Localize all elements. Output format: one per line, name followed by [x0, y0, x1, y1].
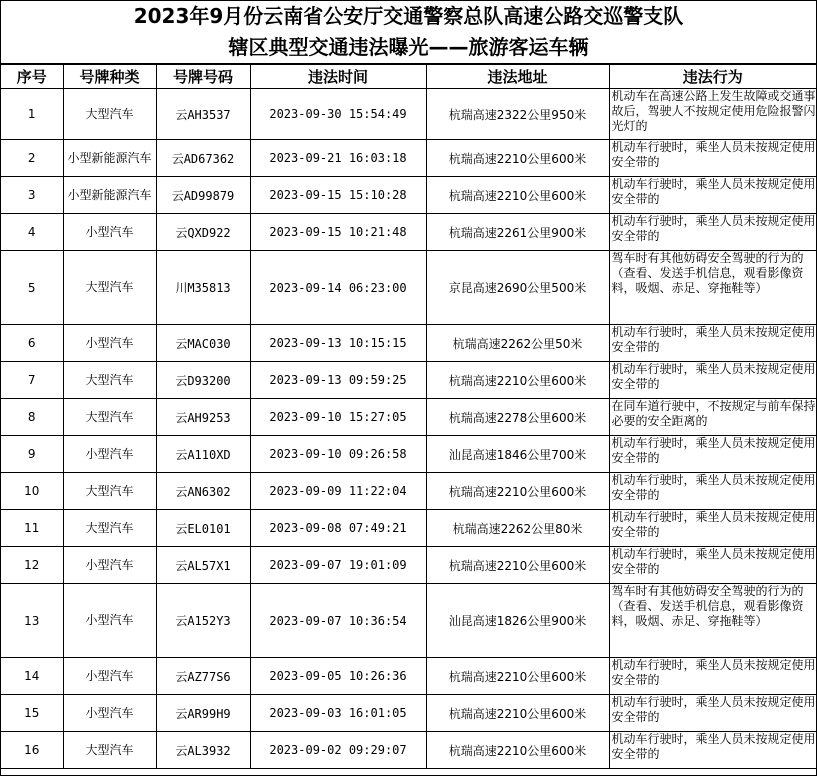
table-row	[1, 89, 816, 140]
cell-location: 杭瑞高速2210公里600米	[426, 658, 609, 695]
cell-time: 2023-09-10 09:26:58	[250, 436, 426, 473]
cell-behavior: 机动车行驶时，乘坐人员未按规定使用安全带的	[609, 658, 816, 695]
cell-index: 9	[1, 436, 63, 473]
cell-plate-type: 大型汽车	[63, 510, 156, 547]
cell-index: 10	[1, 473, 63, 510]
table-row	[1, 658, 816, 695]
cell-plate-number: 川M35813	[156, 251, 250, 325]
table-row	[1, 214, 816, 251]
cell-behavior: 机动车行驶时，乘坐人员未按规定使用安全带的	[609, 695, 816, 732]
cell-behavior: 机动车行驶时，乘坐人员未按规定使用安全带的	[609, 140, 816, 177]
table-header-row	[1, 65, 816, 89]
cell-plate-number: 云A152Y3	[156, 584, 250, 658]
cell-location: 杭瑞高速2210公里600米	[426, 140, 609, 177]
title-line-1: 2023年9月份云南省公安厅交通警察总队高速公路交巡警支队	[133, 4, 684, 28]
cell-index: 13	[1, 584, 63, 658]
cell-index: 15	[1, 695, 63, 732]
cell-plate-number: 云AL57X1	[156, 547, 250, 584]
cell-plate-type: 小型汽车	[63, 214, 156, 251]
cell-plate-number: 云AH3537	[156, 89, 250, 140]
cell-index: 12	[1, 547, 63, 584]
page-title	[1, 1, 816, 64]
cell-location: 杭瑞高速2322公里950米	[426, 89, 609, 140]
cell-plate-number: 云D93200	[156, 362, 250, 399]
cell-plate-number: 云AN6302	[156, 473, 250, 510]
header-index: 序号	[1, 65, 63, 89]
cell-behavior: 机动车行驶时，乘坐人员未按规定使用安全带的	[609, 436, 816, 473]
cell-location: 杭瑞高速2210公里600米	[426, 473, 609, 510]
cell-location: 汕昆高速1826公里900米	[426, 584, 609, 658]
table-row	[1, 399, 816, 436]
cell-index: 16	[1, 732, 63, 769]
table-row	[1, 510, 816, 547]
cell-behavior: 机动车行驶时，乘坐人员未按规定使用安全带的	[609, 547, 816, 584]
table-row	[1, 473, 816, 510]
cell-time: 2023-09-30 15:54:49	[250, 89, 426, 140]
cell-behavior: 机动车行驶时，乘坐人员未按规定使用安全带的	[609, 214, 816, 251]
cell-plate-number: 云AH9253	[156, 399, 250, 436]
table-row	[1, 732, 816, 769]
cell-index: 8	[1, 399, 63, 436]
cell-plate-type: 大型汽车	[63, 473, 156, 510]
cell-plate-number: 云AZ77S6	[156, 658, 250, 695]
cell-index: 14	[1, 658, 63, 695]
table-row	[1, 695, 816, 732]
cell-plate-type: 小型汽车	[63, 325, 156, 362]
cell-index: 7	[1, 362, 63, 399]
cell-plate-number: 云AR99H9	[156, 695, 250, 732]
cell-time: 2023-09-15 15:10:28	[250, 177, 426, 214]
cell-behavior: 机动车行驶时，乘坐人员未按规定使用安全带的	[609, 473, 816, 510]
cell-plate-type: 小型汽车	[63, 436, 156, 473]
cell-plate-number: 云MAC030	[156, 325, 250, 362]
cell-time: 2023-09-03 16:01:05	[250, 695, 426, 732]
cell-behavior: 驾车时有其他妨碍安全驾驶的行为的（查看、发送手机信息，观看影像资料，吸烟、赤足、穿拖鞋等）	[609, 584, 816, 658]
header-plate-number: 号牌号码	[156, 65, 250, 89]
cell-index: 5	[1, 251, 63, 325]
cell-plate-number: 云EL0101	[156, 510, 250, 547]
cell-plate-type: 大型汽车	[63, 89, 156, 140]
cell-time: 2023-09-13 09:59:25	[250, 362, 426, 399]
cell-plate-type: 小型汽车	[63, 658, 156, 695]
cell-behavior: 机动车行驶时，乘坐人员未按规定使用安全带的	[609, 325, 816, 362]
cell-time: 2023-09-07 10:36:54	[250, 584, 426, 658]
cell-behavior: 机动车在高速公路上发生故障或交通事故后，驾驶人不按规定使用危险报警闪光灯的	[609, 89, 816, 140]
cell-time: 2023-09-14 06:23:00	[250, 251, 426, 325]
cell-plate-type: 小型汽车	[63, 547, 156, 584]
cell-location: 杭瑞高速2262公里50米	[426, 325, 609, 362]
cell-plate-type: 小型汽车	[63, 584, 156, 658]
violation-table	[1, 64, 816, 769]
cell-location: 杭瑞高速2262公里80米	[426, 510, 609, 547]
cell-plate-number: 云A110XD	[156, 436, 250, 473]
table-row	[1, 177, 816, 214]
cell-location: 杭瑞高速2210公里600米	[426, 362, 609, 399]
cell-location: 杭瑞高速2210公里600米	[426, 547, 609, 584]
cell-index: 2	[1, 140, 63, 177]
cell-index: 3	[1, 177, 63, 214]
table-row	[1, 140, 816, 177]
cell-plate-type: 大型汽车	[63, 732, 156, 769]
cell-behavior: 在同车道行驶中，不按规定与前车保持必要的安全距离的	[609, 399, 816, 436]
cell-index: 11	[1, 510, 63, 547]
cell-time: 2023-09-21 16:03:18	[250, 140, 426, 177]
cell-behavior: 机动车行驶时，乘坐人员未按规定使用安全带的	[609, 732, 816, 769]
cell-plate-type: 小型汽车	[63, 695, 156, 732]
cell-time: 2023-09-15 10:21:48	[250, 214, 426, 251]
cell-index: 6	[1, 325, 63, 362]
header-location: 违法地址	[426, 65, 609, 89]
table-row	[1, 362, 816, 399]
table-row	[1, 325, 816, 362]
cell-plate-number: 云AD67362	[156, 140, 250, 177]
cell-behavior: 机动车行驶时，乘坐人员未按规定使用安全带的	[609, 362, 816, 399]
cell-plate-number: 云QXD922	[156, 214, 250, 251]
header-behavior: 违法行为	[609, 65, 816, 89]
cell-location: 京昆高速2690公里500米	[426, 251, 609, 325]
cell-time: 2023-09-07 19:01:09	[250, 547, 426, 584]
cell-time: 2023-09-02 09:29:07	[250, 732, 426, 769]
cell-plate-type: 小型新能源汽车	[63, 140, 156, 177]
cell-plate-number: 云AL3932	[156, 732, 250, 769]
cell-behavior: 机动车行驶时，乘坐人员未按规定使用安全带的	[609, 510, 816, 547]
cell-location: 杭瑞高速2210公里600米	[426, 177, 609, 214]
cell-location: 杭瑞高速2210公里600米	[426, 732, 609, 769]
table-row	[1, 584, 816, 658]
table-row	[1, 547, 816, 584]
cell-behavior: 驾车时有其他妨碍安全驾驶的行为的（查看、发送手机信息，观看影像资料，吸烟、赤足、穿拖鞋等）	[609, 251, 816, 325]
cell-time: 2023-09-10 15:27:05	[250, 399, 426, 436]
cell-time: 2023-09-09 11:22:04	[250, 473, 426, 510]
header-time: 违法时间	[250, 65, 426, 89]
cell-location: 杭瑞高速2261公里900米	[426, 214, 609, 251]
cell-time: 2023-09-13 10:15:15	[250, 325, 426, 362]
cell-plate-type: 大型汽车	[63, 251, 156, 325]
cell-plate-type: 大型汽车	[63, 362, 156, 399]
cell-location: 汕昆高速1846公里700米	[426, 436, 609, 473]
cell-location: 杭瑞高速2278公里600米	[426, 399, 609, 436]
cell-location: 杭瑞高速2210公里600米	[426, 695, 609, 732]
cell-time: 2023-09-08 07:49:21	[250, 510, 426, 547]
cell-time: 2023-09-05 10:26:36	[250, 658, 426, 695]
cell-plate-number: 云AD99879	[156, 177, 250, 214]
cell-plate-type: 大型汽车	[63, 399, 156, 436]
title-line-2: 辖区典型交通违法曝光——旅游客运车辆	[228, 35, 589, 59]
cell-index: 1	[1, 89, 63, 140]
table-row	[1, 436, 816, 473]
cell-plate-type: 小型新能源汽车	[63, 177, 156, 214]
header-plate-type: 号牌种类	[63, 65, 156, 89]
table-row	[1, 251, 816, 325]
cell-behavior: 机动车行驶时，乘坐人员未按规定使用安全带的	[609, 177, 816, 214]
cell-index: 4	[1, 214, 63, 251]
